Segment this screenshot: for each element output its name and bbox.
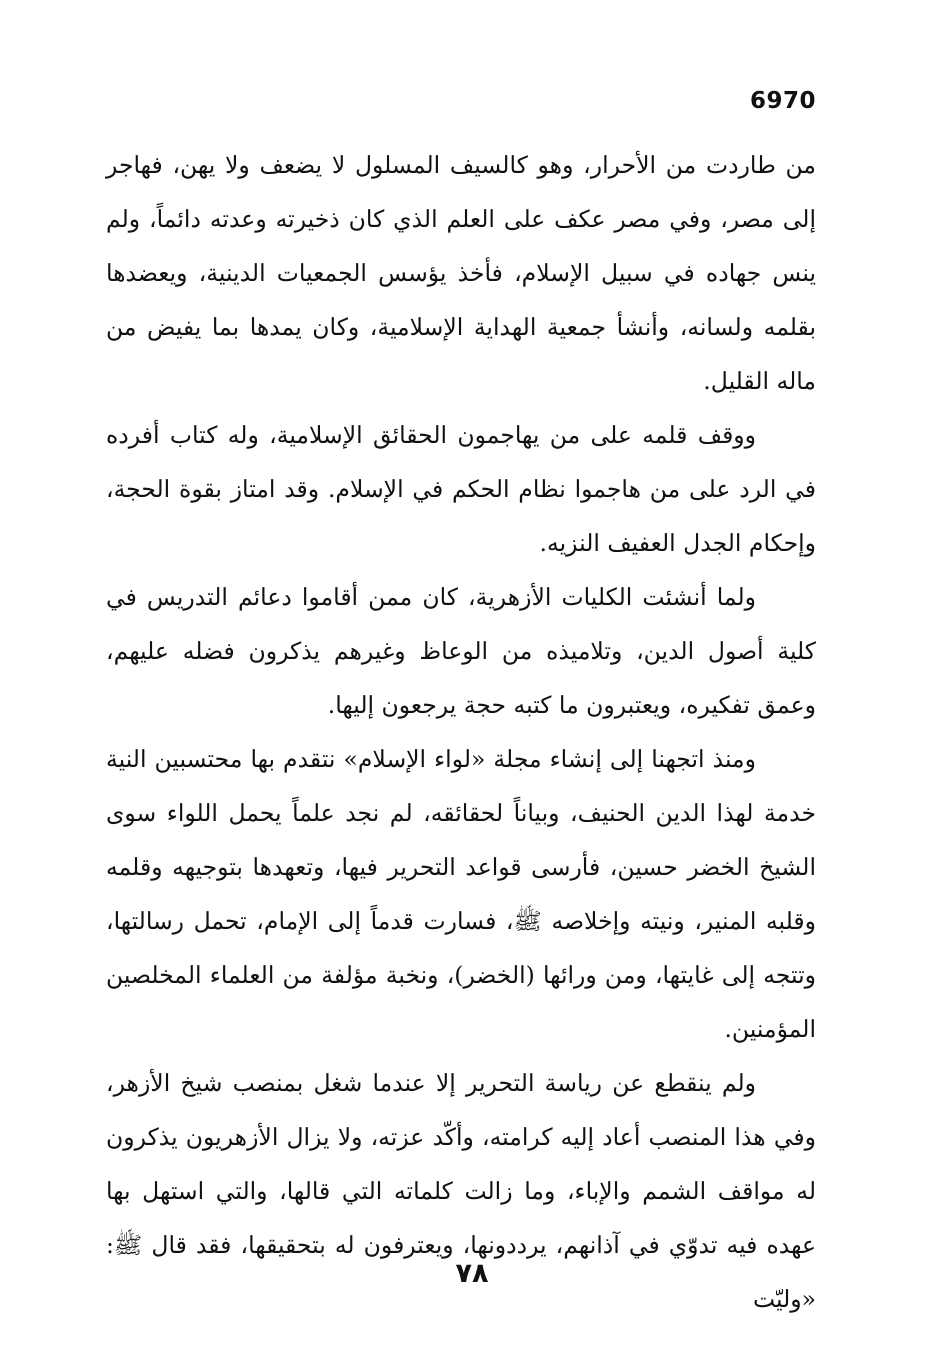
paragraph-5: ولم ينقطع عن رياسة التحرير إلا عندما شغل بمنصب شيخ الأزهر، وفي هذا المنصب أعاد إليه كرامته، وأكّد عزته، ولا يزال الأزهريون يذكرون له مواقف الشمم والإباء، وما زالت كلماته التي قالها، والتي استهل بها عهده فيه تدوّي في آذانهم، يرددونها، ويعترفون له بتحقيقها، فقد قال ﷺ: «وليّت: [106, 1069, 816, 1313]
page-number: ٧٨: [455, 1258, 489, 1289]
body-text: [106, 138, 816, 1326]
paragraph-2: ووقف قلمه على من يهاجمون الحقائق الإسلامية، وله كتاب أفرده في الرد على من هاجموا نظام الحكم في الإسلام. وقد امتاز بقوة الحجة، وإحكام الجدل العفيف النزيه.: [106, 421, 816, 557]
paragraph-1: من طاردت من الأحرار، وهو كالسيف المسلول لا يضعف ولا يهن، فهاجر إلى مصر، وفي مصر عكف على العلم الذي كان ذخيرته وعدته دائماً، ولم ينس جهاده في سبيل الإسلام، فأخذ يؤسس الجمعيات الدينية، ويعضدها بقلمه ولسانه، وأنشأ جمعية الهداية الإسلامية، وكان يمدها بما يفيض من ماله القليل.: [106, 151, 816, 395]
paragraph-3: ولما أنشئت الكليات الأزهرية، كان ممن أقاموا دعائم التدريس في كلية أصول الدين، وتلاميذه من الوعاظ وغيرهم يذكرون فضله عليهم، وعمق تفكيره، ويعتبرون ما كتبه حجة يرجعون إليها.: [106, 583, 816, 719]
page-code: 6970: [749, 88, 816, 114]
paragraph-4: ومنذ اتجهنا إلى إنشاء مجلة «لواء الإسلام» نتقدم بها محتسبين النية خدمة لهذا الدين الحنيف، وبياناً لحقائقه، لم نجد علماً يحمل اللواء سوى الشيخ الخضر حسين، فأرسى قواعد التحرير فيها، وتعهدها بتوجيهه وقلمه وقلبه المنير، ونيته وإخلاصه ﷺ، فسارت قدماً إلى الإمام، تحمل رسالتها، وتتجه إلى غايتها، ومن ورائها (الخضر)، ونخبة مؤلفة من العلماء المخلصين المؤمنين.: [106, 745, 816, 1043]
